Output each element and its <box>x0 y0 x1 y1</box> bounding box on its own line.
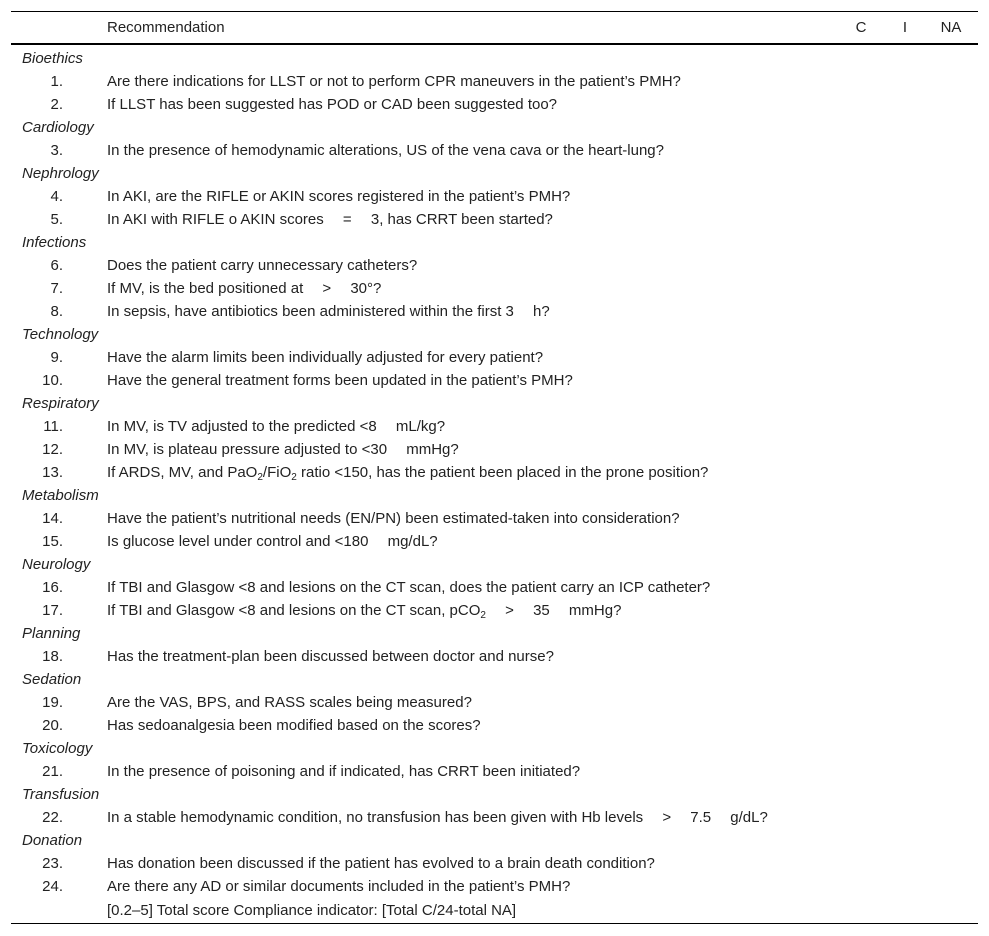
category-row <box>11 231 978 254</box>
compliance-indicator: [0.2–5] Total score Compliance indicator: [Total C/24-total NA] <box>107 902 517 919</box>
recommendation-row <box>11 346 978 369</box>
category-row <box>11 553 978 576</box>
recommendation-row <box>11 369 978 392</box>
recommendation-row <box>11 852 978 875</box>
recommendation-row <box>11 714 978 737</box>
category-row <box>11 484 978 507</box>
recommendation-row <box>11 185 978 208</box>
category-row <box>11 323 978 346</box>
item-text <box>107 599 978 622</box>
item-number: 24. <box>42 878 63 895</box>
category-label: Infections <box>22 234 87 251</box>
recommendation-row <box>11 277 978 300</box>
item-number: 19. <box>42 694 63 711</box>
item-number: 9. <box>50 349 63 366</box>
item-text: Has the treatment-plan been discussed between doctor and nurse? <box>107 648 554 665</box>
category-label: Metabolism <box>22 487 99 504</box>
item-number: 3. <box>50 142 63 159</box>
item-text: Are the VAS, BPS, and RASS scales being measured? <box>107 694 472 711</box>
recommendation-row <box>11 254 978 277</box>
recommendation-row <box>11 93 978 116</box>
table-body <box>11 44 978 924</box>
item-text: In a stable hemodynamic condition, no transfusion has been given with Hb levels > 7.5 g/dL? <box>107 809 768 826</box>
category-row <box>11 162 978 185</box>
header-incompliant: I <box>902 19 908 36</box>
item-text: In the presence of poisoning and if indicated, has CRRT been initiated? <box>107 763 581 780</box>
category-row <box>11 392 978 415</box>
item-number: 6. <box>50 257 63 274</box>
recommendation-row <box>11 806 978 829</box>
item-number: 22. <box>42 809 63 826</box>
item-number: 2. <box>50 96 63 113</box>
item-text: In the presence of hemodynamic alterations, US of the vena cava or the heart-lung? <box>107 142 664 159</box>
item-text: Has donation been discussed if the patient has evolved to a brain death condition? <box>107 855 655 872</box>
text-fragment: If TBI and Glasgow <8 and lesions on the CT scan, pCO <box>107 602 481 619</box>
subscript: 2 <box>480 610 486 621</box>
category-row <box>11 737 978 760</box>
recommendation-row <box>11 438 978 461</box>
item-number: 11. <box>43 418 63 435</box>
item-text: In MV, is TV adjusted to the predicted <8 mL/kg? <box>107 418 446 435</box>
item-number: 7. <box>50 280 63 297</box>
category-label: Respiratory <box>22 395 99 412</box>
item-number: 15. <box>42 533 63 550</box>
subscript: 2 <box>257 472 263 483</box>
item-text: Have the patient’s nutritional needs (EN/PN) been estimated-taken into consideration? <box>107 510 680 527</box>
item-number: 5. <box>50 211 63 228</box>
item-text: In AKI, are the RIFLE or AKIN scores registered in the patient’s PMH? <box>107 188 571 205</box>
item-text <box>107 461 978 484</box>
item-number: 21. <box>42 763 63 780</box>
category-row <box>11 44 978 70</box>
header-recommendation: Recommendation <box>107 19 225 36</box>
item-number: 16. <box>42 579 63 596</box>
recommendations-table <box>11 11 978 924</box>
category-label: Bioethics <box>22 50 83 67</box>
table-header <box>11 12 978 45</box>
category-label: Technology <box>22 326 99 343</box>
text-fragment: > 35 mmHg? <box>485 602 622 619</box>
category-row <box>11 622 978 645</box>
item-text: In AKI with RIFLE o AKIN scores = 3, has CRRT been started? <box>107 211 553 228</box>
item-number: 10. <box>42 372 63 389</box>
item-text: If MV, is the bed positioned at > 30°? <box>107 280 382 297</box>
text-fragment: /FiO <box>262 464 292 481</box>
category-label: Transfusion <box>22 786 100 803</box>
item-number: 1. <box>50 73 63 90</box>
category-label: Neurology <box>22 556 91 573</box>
item-text: Are there any AD or similar documents included in the patient’s PMH? <box>107 878 571 895</box>
subscript: 2 <box>291 472 297 483</box>
category-label: Donation <box>22 832 83 849</box>
header-number <box>11 12 107 45</box>
item-text: Have the alarm limits been individually adjusted for every patient? <box>107 349 544 366</box>
item-number: 12. <box>42 441 63 458</box>
category-row <box>11 829 978 852</box>
recommendation-row <box>11 507 978 530</box>
recommendation-row <box>11 875 978 898</box>
item-number: 20. <box>42 717 63 734</box>
item-number: 18. <box>42 648 63 665</box>
recommendation-row <box>11 208 978 231</box>
item-text: Have the general treatment forms been updated in the patient’s PMH? <box>107 372 573 389</box>
category-row <box>11 783 978 806</box>
header-row <box>11 12 978 45</box>
recommendation-row <box>11 300 978 323</box>
recommendation-row <box>11 645 978 668</box>
header-compliant: C <box>855 19 867 36</box>
recommendation-row <box>11 530 978 553</box>
item-number: 8. <box>50 303 63 320</box>
item-text: If LLST has been suggested has POD or CAD been suggested too? <box>107 96 558 113</box>
category-label: Cardiology <box>22 119 94 136</box>
category-label: Planning <box>22 625 81 642</box>
category-row <box>11 116 978 139</box>
text-fragment: ratio <150, has the patient been placed in the prone position? <box>296 464 709 481</box>
category-label: Sedation <box>22 671 82 688</box>
item-text: Is glucose level under control and <180 mg/dL? <box>107 533 438 550</box>
item-text: Has sedoanalgesia been modified based on the scores? <box>107 717 481 734</box>
category-label: Toxicology <box>22 740 93 757</box>
recommendation-row <box>11 691 978 714</box>
recommendation-row <box>11 461 978 484</box>
category-label: Nephrology <box>22 165 99 182</box>
item-number: 14. <box>42 510 63 527</box>
recommendation-row <box>11 415 978 438</box>
recommendation-row <box>11 576 978 599</box>
item-number: 23. <box>42 855 63 872</box>
item-text: In MV, is plateau pressure adjusted to <30 mmHg? <box>107 441 459 458</box>
recommendations-table-container <box>11 11 978 924</box>
recommendation-row <box>11 760 978 783</box>
recommendation-row <box>11 599 978 622</box>
item-text: Are there indications for LLST or not to perform CPR maneuvers in the patient’s PMH? <box>107 73 681 90</box>
item-number: 13. <box>42 464 63 481</box>
item-text: If TBI and Glasgow <8 and lesions on the CT scan, does the patient carry an ICP catheter? <box>107 579 711 596</box>
item-number: 4. <box>50 188 63 205</box>
category-row <box>11 668 978 691</box>
text-fragment: If ARDS, MV, and PaO <box>107 464 258 481</box>
recommendation-row <box>11 70 978 93</box>
item-text: In sepsis, have antibiotics been administered within the first 3 h? <box>107 303 550 320</box>
recommendation-row <box>11 139 978 162</box>
footer-spacer <box>11 898 107 924</box>
item-number: 17. <box>42 602 63 619</box>
item-text: Does the patient carry unnecessary catheters? <box>107 257 418 274</box>
header-not-applicable: NA <box>940 19 962 36</box>
footer-row <box>11 898 978 924</box>
